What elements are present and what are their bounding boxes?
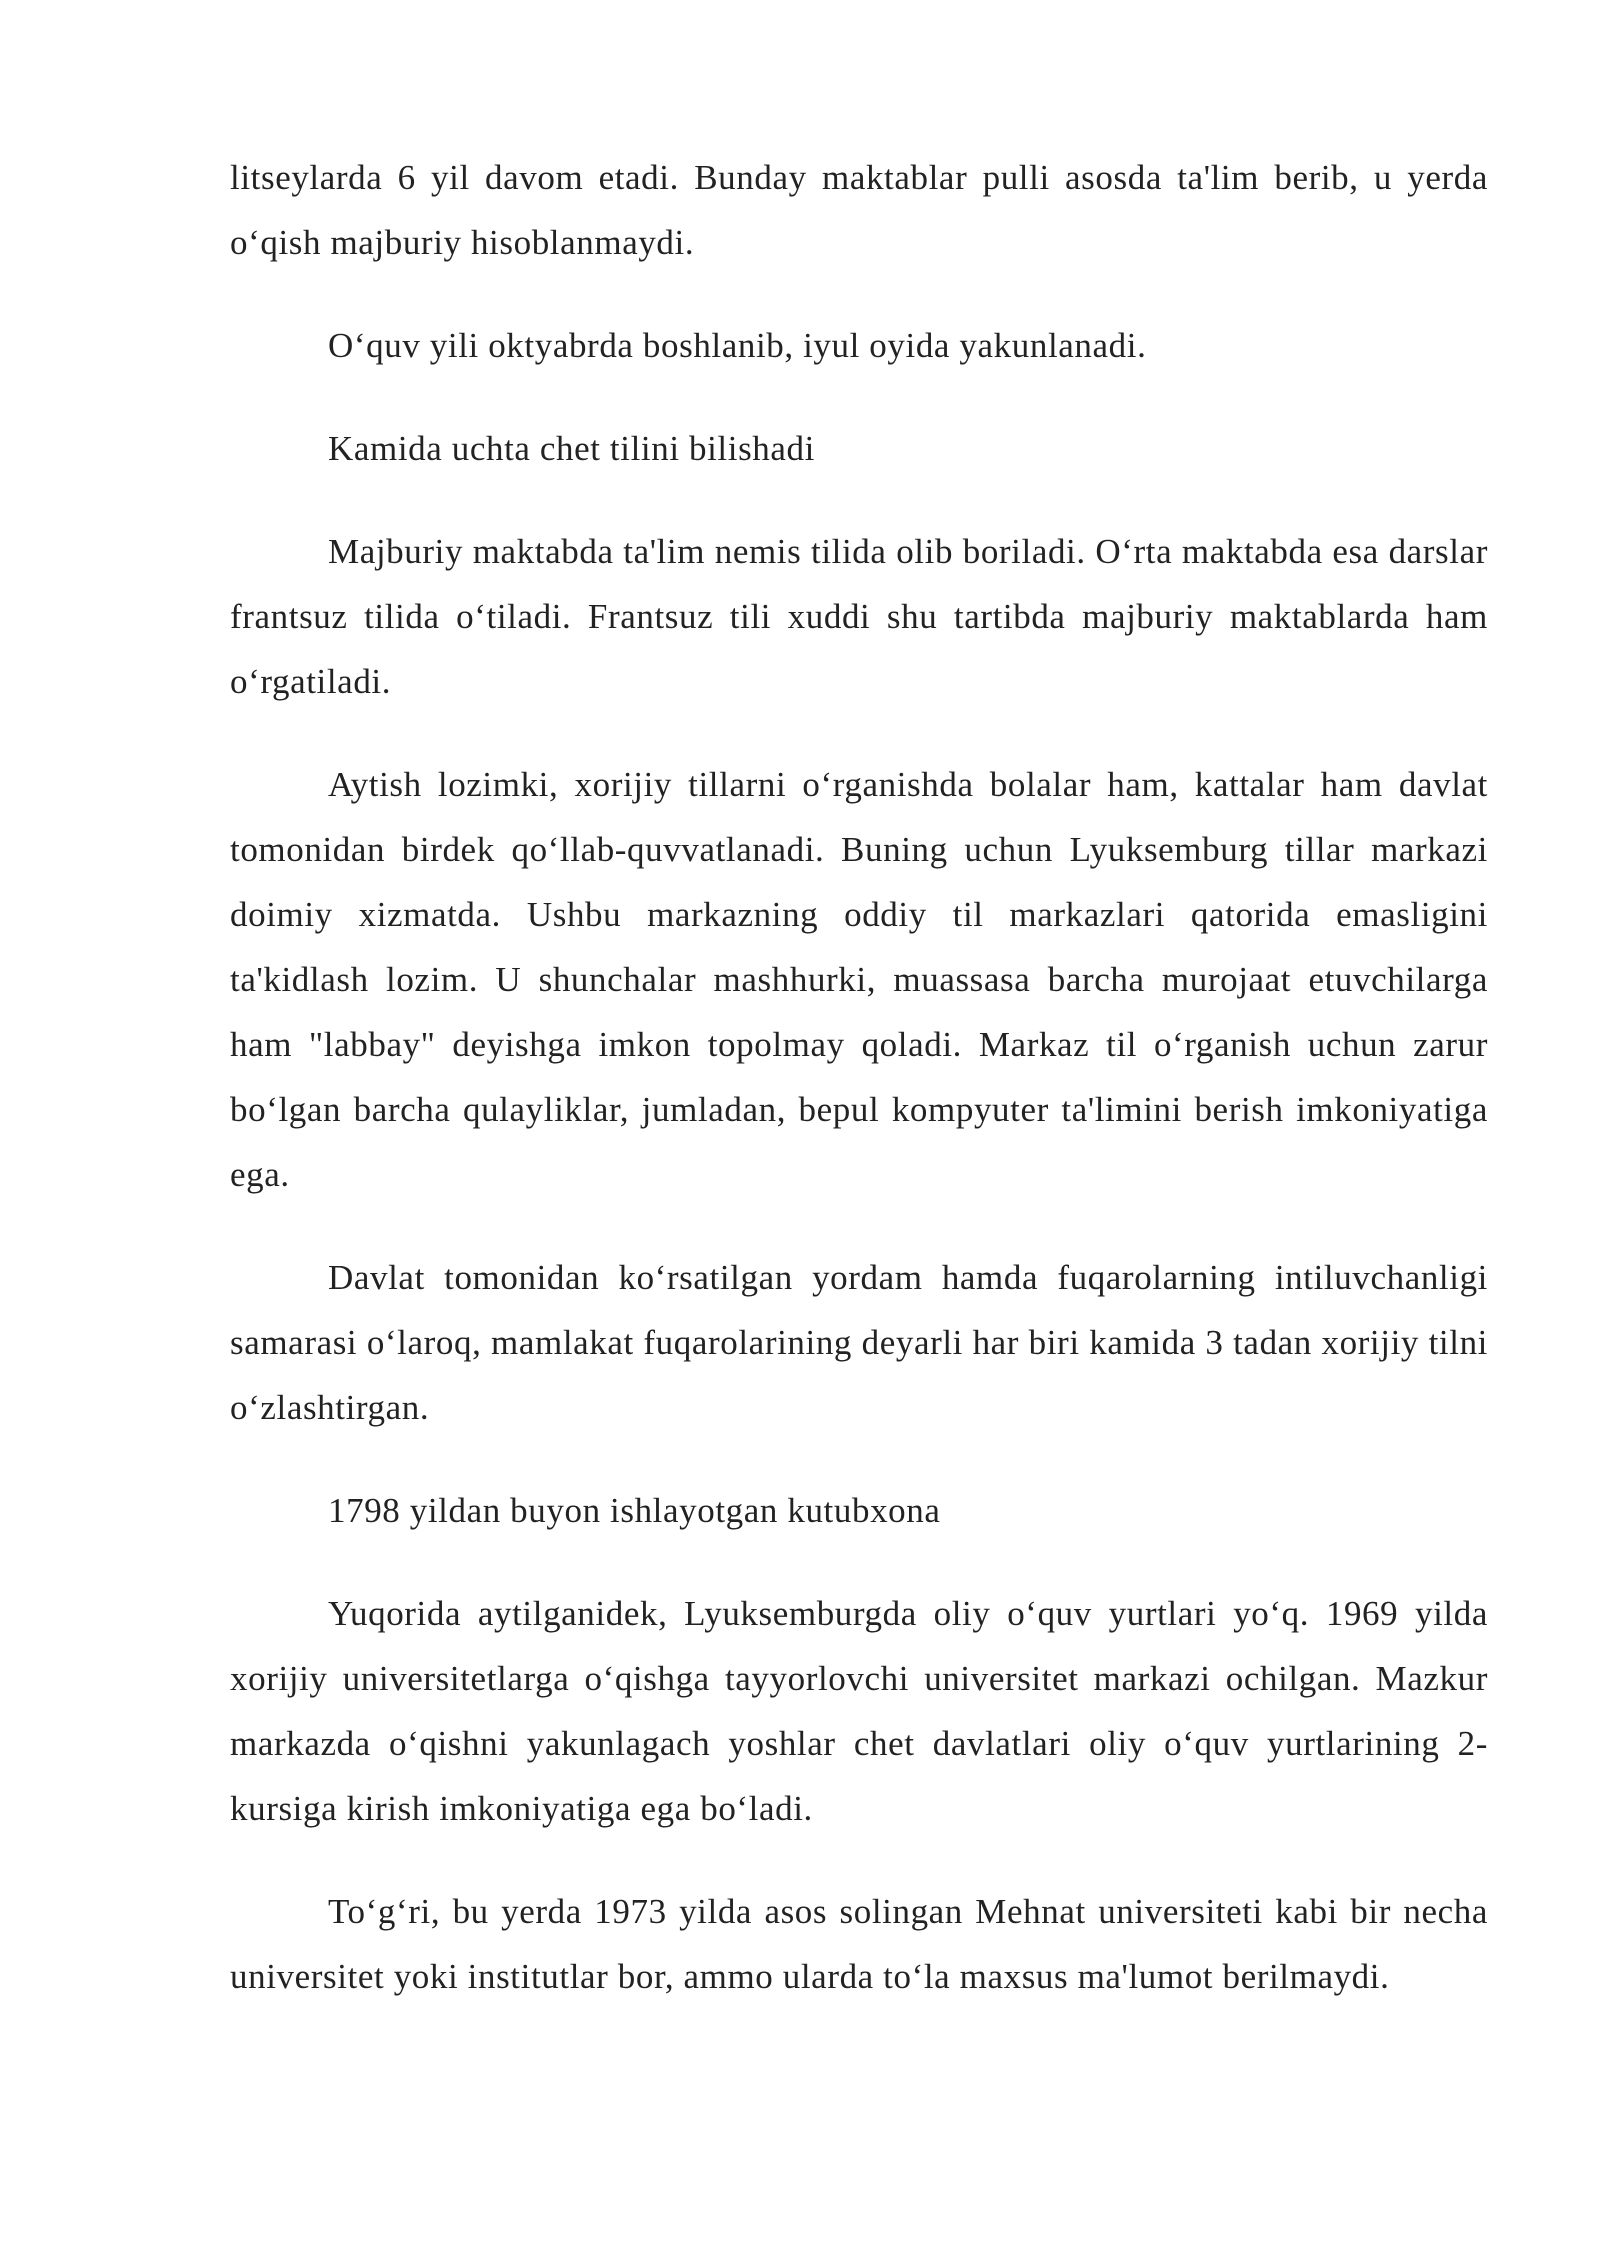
paragraph-davlat-yordam: Davlat tomonidan ko‘rsatilgan yordam hamda fuqarolarning intiluvchanligi samarasi o‘laroq, mamlakat fuqarolarining deyarli har biri kamida 3 tadan xorijiy tilni o‘zlashtirgan. — [230, 1258, 1488, 1427]
paragraph-litseylarda: litseylarda 6 yil davom etadi. Bunday maktablar pulli asosda ta'lim berib, u yerda o‘qish majburiy hisoblanmaydi. — [230, 158, 1488, 262]
paragraph-oquv-yili: O‘quv yili oktyabrda boshlanib, iyul oyida yakunlanadi. — [328, 326, 1147, 365]
paragraph-heading-chet-tili: Kamida uchta chet tilini bilishadi — [328, 429, 815, 468]
paragraph-yuqorida: Yuqorida aytilganidek, Lyuksemburgda oliy o‘quv yurtlari yo‘q. 1969 yilda xorijiy universitetlarga o‘qishga tayyorlovchi universitet markazi ochilgan. Mazkur markazda o‘qishni yakunlagach yoshlar chet davlatlari oliy o‘quv yurtlarining 2-kursiga kirish imkoniyatiga ega bo‘ladi. — [230, 1594, 1488, 1828]
paragraph-majburiy-maktab: Majburiy maktabda ta'lim nemis tilida olib boriladi. O‘rta maktabda esa darslar frantsuz tilida o‘tiladi. Frantsuz tili xuddi shu tartibda majburiy maktablarda ham o‘rgatiladi. — [230, 532, 1488, 701]
paragraph-togri: To‘g‘ri, bu yerda 1973 yilda asos solingan Mehnat universiteti kabi bir necha universitet yoki institutlar bor, ammo ularda to‘la maxsus ma'lumot berilmaydi. — [230, 1892, 1488, 1996]
document-body — [230, 145, 1488, 2047]
paragraph-aytish-lozimki: Aytish lozimki, xorijiy tillarni o‘rganishda bolalar ham, kattalar ham davlat tomonidan birdek qo‘llab-quvvatlanadi. Buning uchun Lyuksemburg tillar markazi doimiy xizmatda. Ushbu markazning oddiy til markazlari qatorida emasligini ta'kidlash lozim. U shunchalar mashhurki, muassasa barcha murojaat etuvchilarga ham "labbay" deyishga imkon topolmay qoladi. Markaz til o‘rganish uchun zarur bo‘lgan barcha qulayliklar, jumladan, bepul kompyuter ta'limini berish imkoniyatiga ega. — [230, 765, 1488, 1194]
paragraph-heading-kutubxona: 1798 yildan buyon ishlayotgan kutubxona — [328, 1491, 941, 1530]
